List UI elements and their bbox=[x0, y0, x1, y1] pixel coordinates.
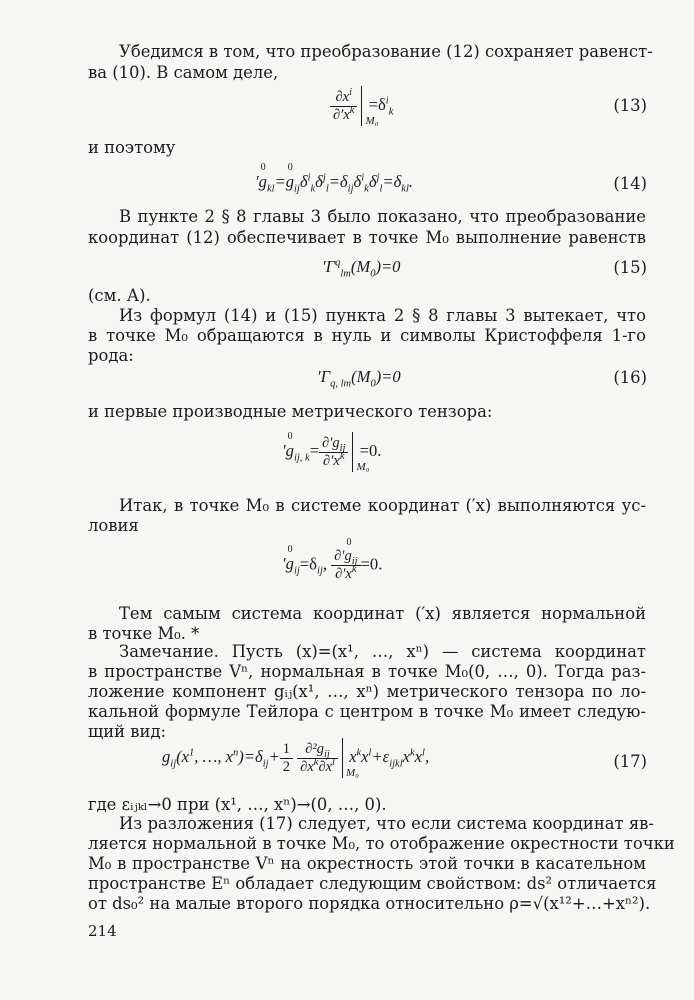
text-line: ложение компонент gᵢⱼ(x¹, …, xⁿ) метрического тензора по ло- bbox=[88, 682, 646, 701]
equation-number: (16) bbox=[613, 368, 647, 387]
equation-normal-conditions: ′g 0 $_{ij}=\delta_{ij}$, ∂′g 0 $_{ij}$ $\partial'x^k$ =0. bbox=[282, 537, 383, 582]
text-line: пространстве Eⁿ обладает следующим свойством: ds² отличается bbox=[88, 874, 657, 893]
equation-13: $\frac{\partial x^i}{\partial'x^k}$ M₀ $=\delta^i_k$ bbox=[330, 86, 393, 126]
text-line: В пункте 2 § 8 главы 3 было показано, что преобразование bbox=[119, 207, 646, 226]
text-line: и поэтому bbox=[88, 138, 176, 157]
equation-number: (15) bbox=[613, 258, 647, 277]
text-line: в точке M₀ обращаются в нуль и символы Кристоффеля 1-го bbox=[88, 326, 646, 345]
equation-number: (14) bbox=[613, 174, 647, 193]
text-line: Из формул (14) и (15) пункта 2 § 8 главы 3 вытекает, что bbox=[119, 306, 646, 325]
equation-metric-derivative: ′g 0 $_{ij, k}$= $\frac{\partial'g_{ij}}{\partial'x^k}$ M₀ =0. bbox=[282, 430, 382, 473]
page-number: 214 bbox=[88, 922, 117, 940]
text-line: в пространстве Vⁿ, нормальная в точке M₀(0, …, 0). Тогда раз- bbox=[88, 662, 646, 681]
equation-number: (17) bbox=[613, 752, 647, 771]
text-line-remark: Замечание. Пусть (x)=(x¹, …, xⁿ) — система координат bbox=[119, 642, 646, 661]
text-line: Убедимся в том, что преобразование (12) сохраняет равенст- bbox=[119, 42, 653, 61]
text-line: рода: bbox=[88, 346, 134, 365]
text-line: ляется нормальной в точке M₀, то отображение окрестности точки bbox=[88, 834, 675, 853]
text-line: координат (12) обеспечивает в точке M₀ выполнение равенств bbox=[88, 228, 646, 247]
text-line: от ds₀² на малые второго порядка относительно ρ=√(x¹²+…+xⁿ²). bbox=[88, 894, 651, 913]
text-line: Тем самым система координат (′x) является нормальной bbox=[119, 604, 646, 623]
equation-15: $'\Gamma^q_{lm}(M_0)=0$ bbox=[322, 257, 401, 280]
text-line: Итак, в точке M₀ в системе координат (′x) выполняются ус- bbox=[119, 496, 646, 515]
equation-16: $'\Gamma_{q, lm}(M_0)=0$ bbox=[317, 367, 401, 390]
equation-number: (13) bbox=[613, 96, 647, 115]
text-line: кальной формуле Тейлора с центром в точке M₀ имеет следую- bbox=[88, 702, 646, 721]
text-line: ловия bbox=[88, 516, 139, 535]
equation-17: $g_{ij}(x^1$, …, $x^n)=\delta_{ij}+$ $\frac{1}{2}$ $\frac{\partial^2g_{ij}}{\partial x^k\partial x^l}$ M₀ $x^kx^l+\varepsilon_{ijkl}x^kx^l$, bbox=[162, 738, 429, 778]
text-line: щий вид: bbox=[88, 722, 167, 741]
text-line: M₀ в пространстве Vⁿ на окрестность этой точки в касательном bbox=[88, 854, 646, 873]
text-line: и первые производные метрического тензора: bbox=[88, 402, 493, 421]
text-line: Из разложения (17) следует, что если система координат яв- bbox=[119, 814, 654, 833]
equation-14: ′g 0 $_{kl}$=g 0 $_{ij}\delta^i_k\delta^j_l=\delta_{ij}\delta^i_k\delta^j_l=\delta_{kl}$. bbox=[255, 162, 414, 195]
text-line: в точке M₀. * bbox=[88, 624, 200, 643]
text-line: ва (10). В самом деле, bbox=[88, 63, 279, 82]
text-line: (см. А). bbox=[88, 286, 151, 305]
text-line: где εᵢⱼₖₗ→0 при (x¹, …, xⁿ)→(0, …, 0). bbox=[88, 795, 387, 814]
